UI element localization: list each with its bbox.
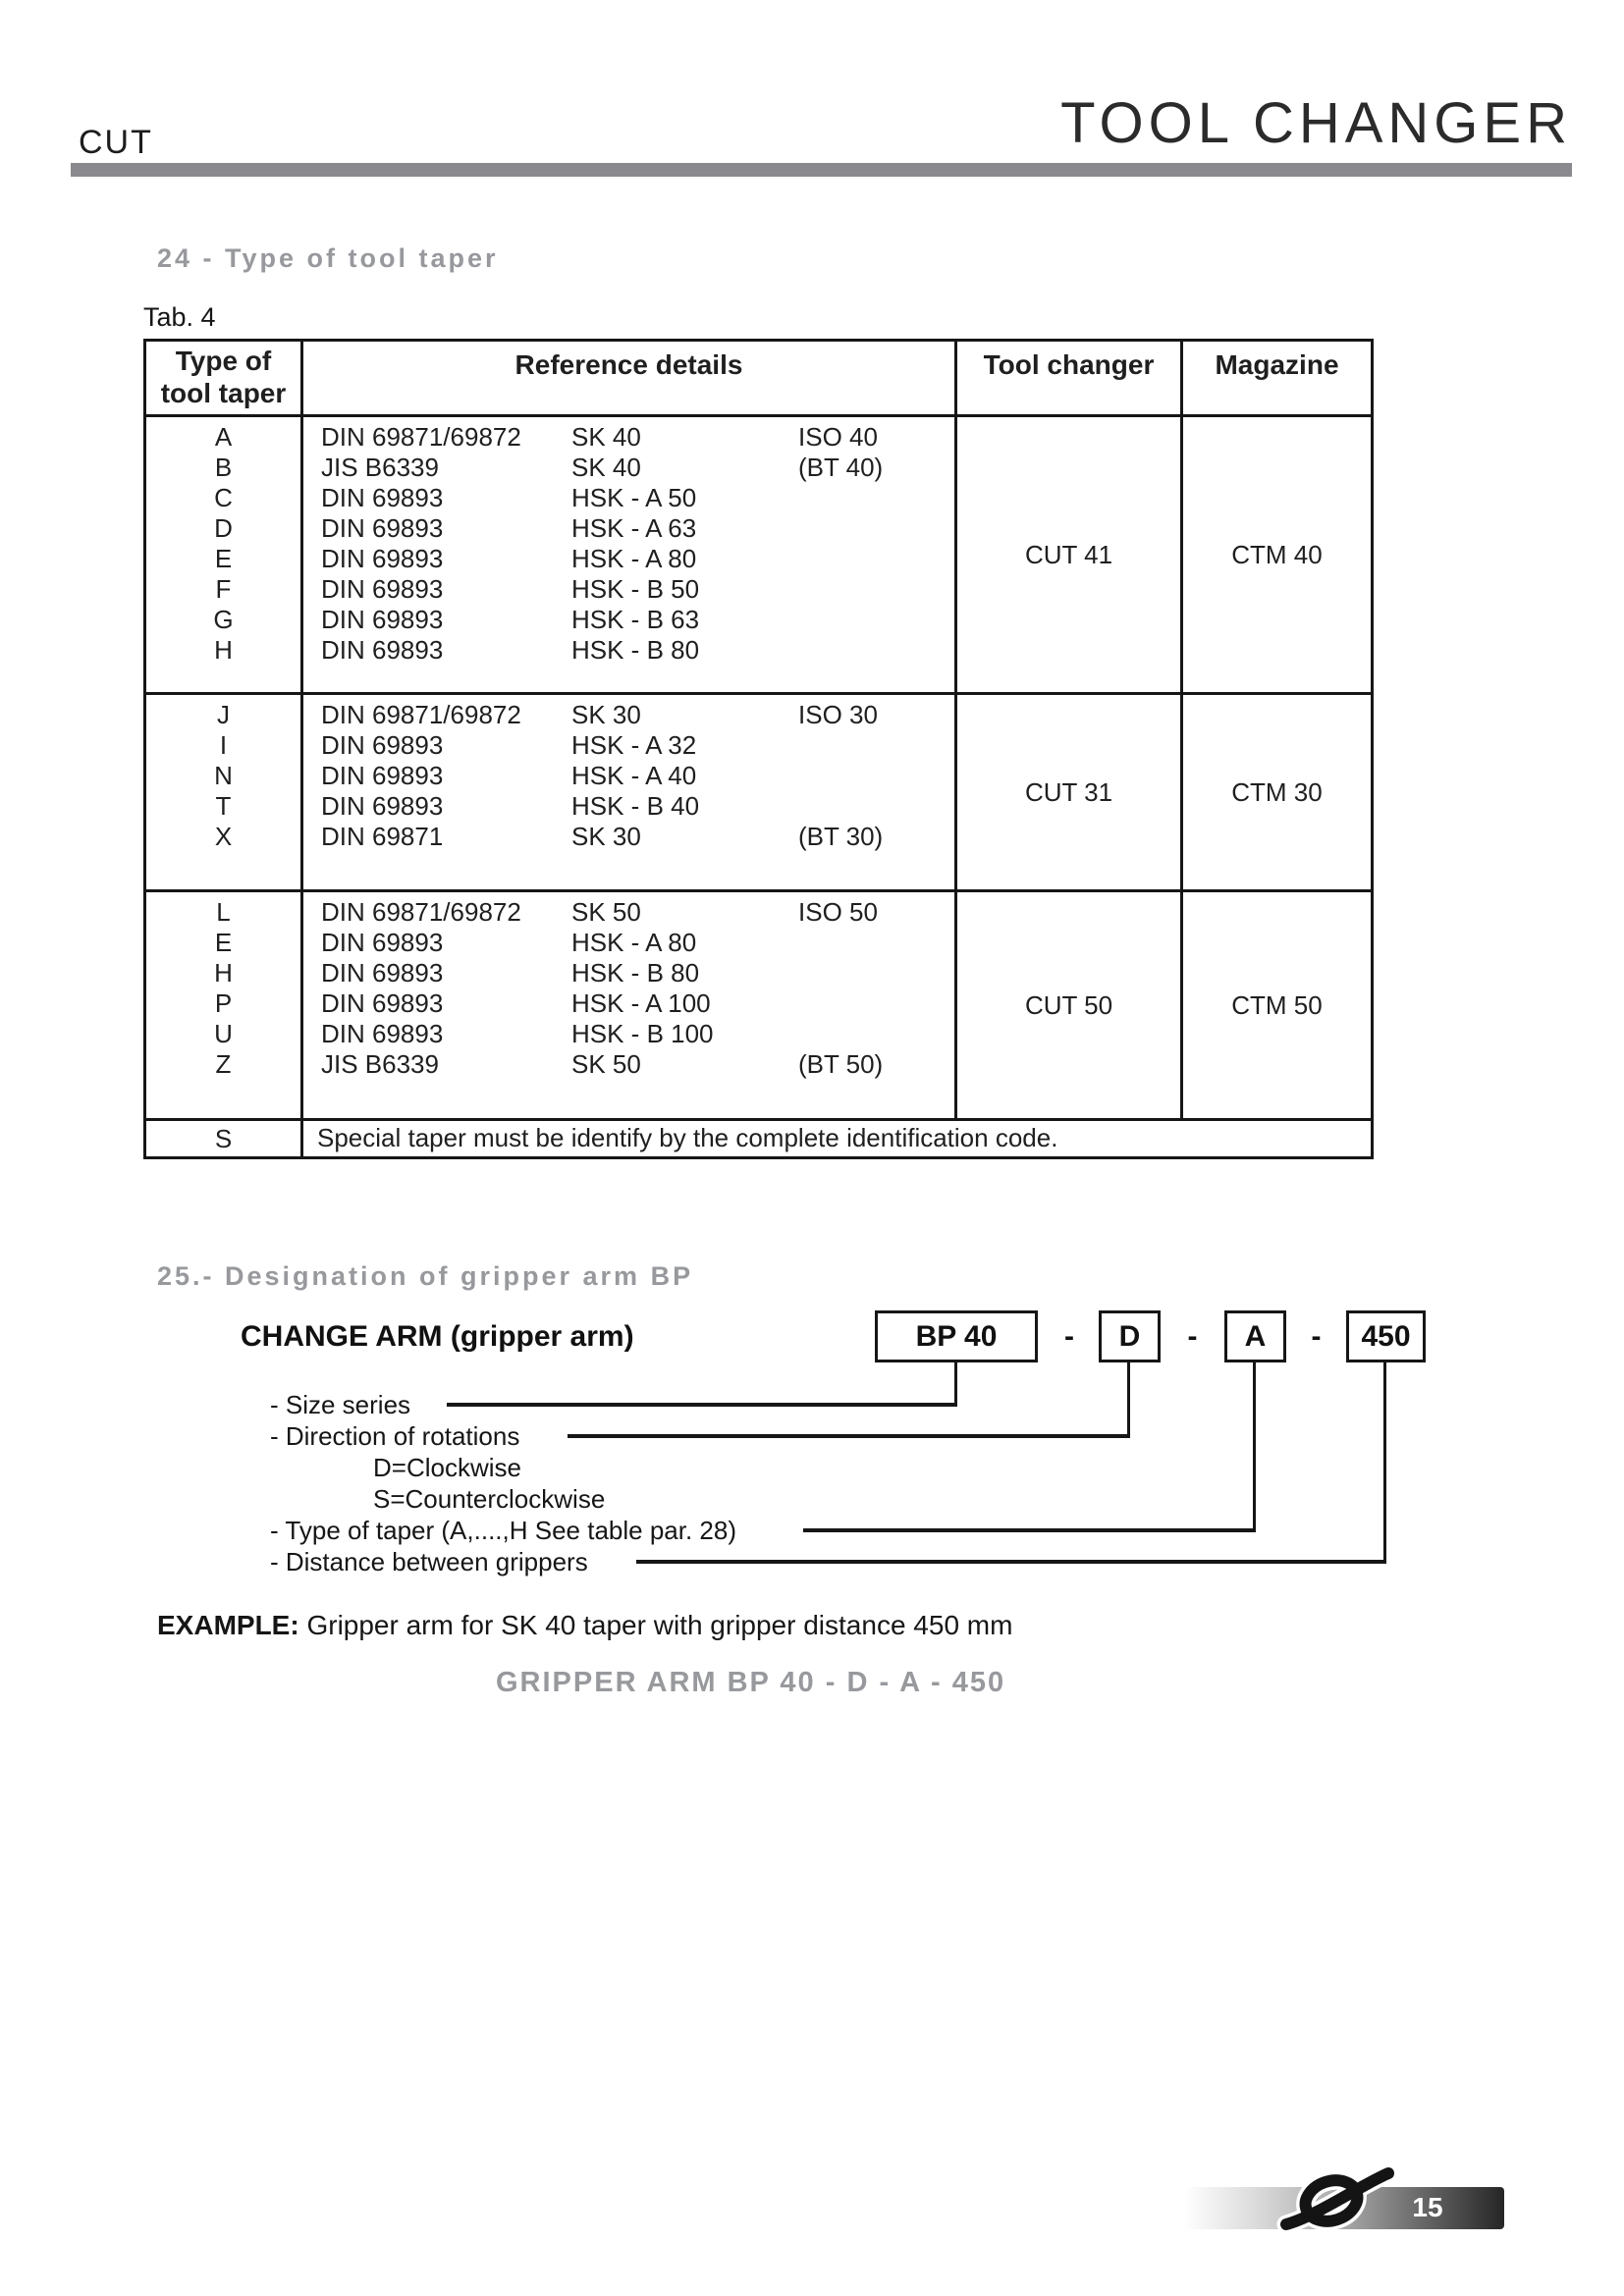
knot-logo-icon bbox=[1276, 2156, 1398, 2244]
table-row: DIN 69871/69872 SK 40 ISO 40 bbox=[321, 422, 878, 452]
callout-s-counterclockwise: S=Counterclockwise bbox=[373, 1484, 606, 1514]
example-line bbox=[157, 1610, 1012, 1641]
table-row: DIN 69893 HSK - B 50 bbox=[321, 574, 700, 604]
taper-code-s: S bbox=[146, 1121, 303, 1156]
table-row: DIN 69871 SK 30 (BT 30) bbox=[321, 822, 884, 851]
table-row: DIN 69871/69872 SK 50 ISO 50 bbox=[321, 897, 878, 927]
product-name: CUT bbox=[79, 124, 153, 161]
table-row: DIN 69893 HSK - B 80 bbox=[321, 635, 700, 665]
tool-changer-value: CUT 31 bbox=[957, 695, 1183, 889]
callout-d-clockwise: D=Clockwise bbox=[373, 1453, 521, 1482]
code-separator: - bbox=[1311, 1319, 1322, 1353]
table-row: DIN 69893 HSK - A 63 bbox=[321, 513, 697, 543]
table-row: DIN 69893 HSK - A 100 bbox=[321, 988, 711, 1018]
header-divider-bar bbox=[71, 163, 1572, 177]
table-row: DIN 69893 HSK - B 100 bbox=[321, 1019, 714, 1048]
connector-size-series bbox=[954, 1362, 957, 1407]
section-25-title: 25.- Designation of gripper arm BP bbox=[157, 1261, 694, 1291]
codebox-taper: A bbox=[1224, 1310, 1286, 1362]
change-arm-label: CHANGE ARM (gripper arm) bbox=[241, 1320, 634, 1353]
connector-size-series bbox=[447, 1403, 957, 1407]
table-row: DIN 69893 HSK - A 40 bbox=[321, 761, 697, 790]
table-row: JIS B6339 SK 40 (BT 40) bbox=[321, 453, 884, 482]
taper-table bbox=[143, 339, 1374, 1159]
connector-distance bbox=[1383, 1362, 1386, 1564]
table-block-cut41 bbox=[146, 417, 1371, 695]
table-row: DIN 69893 HSK - B 63 bbox=[321, 605, 700, 634]
table-header-row bbox=[146, 342, 1371, 417]
table-row: JIS B6339 SK 50 (BT 50) bbox=[321, 1049, 884, 1079]
codebox-direction: D bbox=[1099, 1310, 1161, 1362]
magazine-value: CTM 30 bbox=[1231, 776, 1323, 807]
page-title: TOOL CHANGER bbox=[1060, 91, 1572, 155]
table-row: DIN 69871/69872 SK 30 ISO 30 bbox=[321, 700, 878, 729]
callout-direction-of-rotations: - Direction of rotations bbox=[270, 1421, 520, 1451]
taper-codes: L E H P U Z bbox=[146, 892, 303, 1118]
table-caption: Tab. 4 bbox=[143, 302, 216, 332]
header-type-of-tool-taper: Type of tool taper bbox=[146, 342, 303, 414]
tool-changer-value: CUT 50 bbox=[957, 892, 1183, 1118]
magazine-value: CTM 50 bbox=[1231, 989, 1323, 1020]
header-magazine: Magazine bbox=[1215, 349, 1339, 380]
reference-details bbox=[303, 695, 957, 889]
connector-direction bbox=[568, 1434, 1130, 1438]
code-separator: - bbox=[1064, 1319, 1074, 1353]
header-tool-changer: Tool changer bbox=[957, 342, 1183, 414]
connector-distance bbox=[636, 1560, 1386, 1564]
example-text: Gripper arm for SK 40 taper with gripper distance 450 mm bbox=[298, 1610, 1013, 1640]
table-row: DIN 69893 HSK - A 80 bbox=[321, 928, 697, 957]
callout-distance-between-grippers: - Distance between grippers bbox=[270, 1547, 588, 1576]
header-reference-details: Reference details bbox=[303, 342, 957, 414]
codebox-distance: 450 bbox=[1346, 1310, 1426, 1362]
table-row: DIN 69893 HSK - B 80 bbox=[321, 958, 700, 988]
magazine-value: CTM 40 bbox=[1231, 539, 1323, 569]
section-24-title: 24 - Type of tool taper bbox=[157, 243, 499, 273]
tool-changer-value: CUT 41 bbox=[957, 417, 1183, 692]
connector-taper bbox=[803, 1528, 1256, 1532]
table-row: DIN 69893 HSK - B 40 bbox=[321, 791, 700, 821]
connector-direction bbox=[1127, 1362, 1130, 1438]
page-number: 15 bbox=[1412, 2192, 1443, 2222]
table-block-cut31 bbox=[146, 695, 1371, 892]
taper-codes: A B C D E F G H bbox=[146, 417, 303, 692]
table-block-cut50 bbox=[146, 892, 1371, 1121]
table-row: DIN 69893 HSK - A 32 bbox=[321, 730, 697, 760]
special-taper-row bbox=[146, 1121, 1371, 1156]
special-taper-note: Special taper must be identify by the complete identification code. bbox=[317, 1123, 1058, 1152]
callout-type-of-taper: - Type of taper (A,....,H See table par. 28) bbox=[270, 1516, 736, 1545]
callout-size-series: - Size series bbox=[270, 1390, 411, 1419]
table-row: DIN 69893 HSK - A 80 bbox=[321, 544, 697, 573]
reference-details bbox=[303, 892, 957, 1118]
table-row: DIN 69893 HSK - A 50 bbox=[321, 483, 697, 512]
connector-taper bbox=[1253, 1362, 1256, 1532]
gripper-arm-result: GRIPPER ARM BP 40 - D - A - 450 bbox=[496, 1667, 1006, 1698]
code-separator: - bbox=[1187, 1319, 1198, 1353]
reference-details bbox=[303, 417, 957, 692]
taper-codes: J I N T X bbox=[146, 695, 303, 889]
brand-logo bbox=[1276, 2156, 1398, 2249]
example-label: EXAMPLE: bbox=[157, 1610, 299, 1640]
codebox-size-series: BP 40 bbox=[875, 1310, 1038, 1362]
